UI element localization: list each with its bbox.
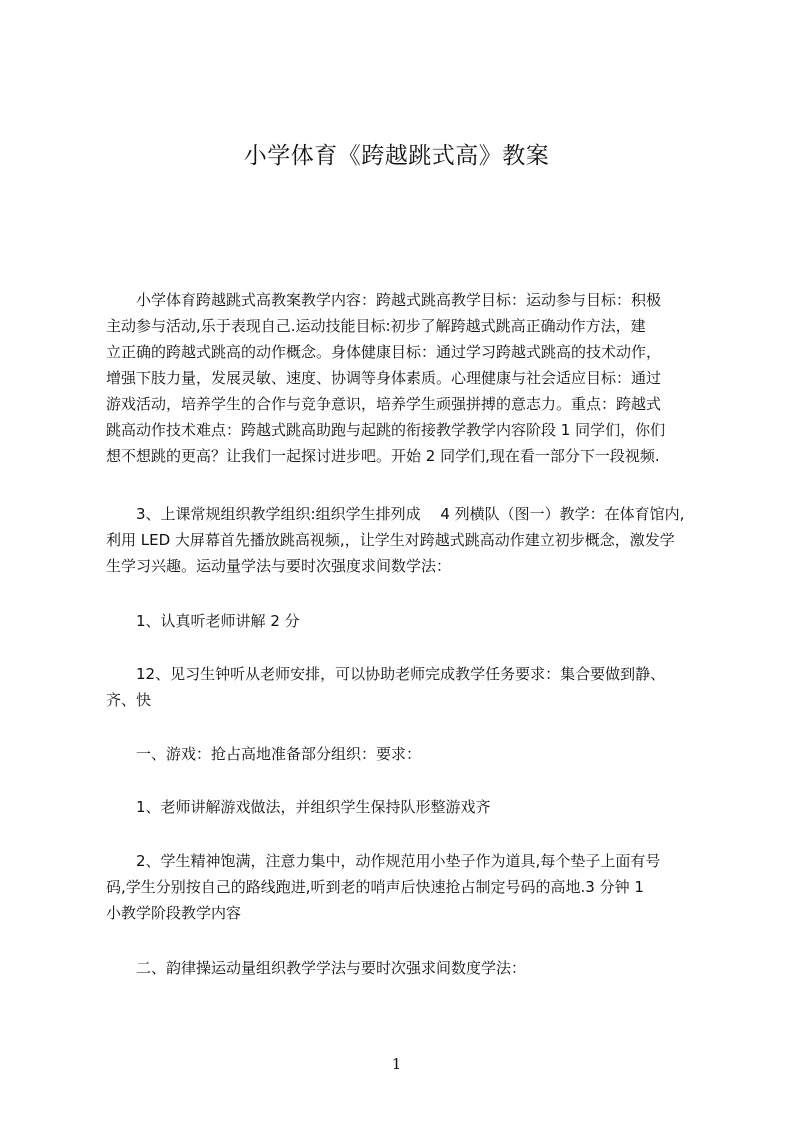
text-line: 齐、快: [106, 691, 152, 709]
text-line: 2、学生精神饱满，注意力集中，动作规范用小垫子作为道具,每个垫子上面有号: [106, 852, 661, 870]
text-line: 立正确的跨越式跳高的动作概念。身体健康目标：通过学习跨越式跳高的技术动作，: [106, 343, 662, 361]
text-line: 生学习兴趣。运动量学法与要时次强度求间数学法：: [106, 557, 452, 575]
page-title: 小学体育《跨越跳式高》教案: [243, 143, 550, 169]
text-line: 二、韵律操运动量组织教学学法与要时次强求间数度学法：: [106, 959, 527, 977]
page-number: 1: [391, 1055, 402, 1073]
text-line: 小学体育跨越跳式高教案教学内容：跨越式跳高教学目标：运动参与目标：积极: [106, 291, 662, 309]
text-line: 1、老师讲解游戏做法，并组织学生保持队形整游戏齐: [106, 798, 491, 816]
text-line: 3、上课常规组织教学组织:组织学生排列成 4 列横队（图一）教学：在体育馆内,: [106, 505, 685, 523]
paragraph-game-heading: [106, 741, 702, 767]
paragraph-rhythm-exercise: [106, 955, 702, 981]
text-line: 想不想跳的更高？让我们一起探讨进步吧。开始 2 同学们,现在看一部分下一段视频.: [106, 447, 660, 465]
paragraph-listen-teacher: [106, 608, 702, 634]
text-line: 一、游戏：抢占高地准备部分组织：要求：: [106, 745, 422, 763]
text-line: 游戏活动，培养学生的合作与竞争意识，培养学生顽强拼搏的意志力。重点：跨越式: [106, 395, 662, 413]
text-line: 主动参与活动,乐于表现自己.运动技能目标:初步了解跨越式跳高正确动作方法，建: [106, 317, 646, 335]
text-line: 增强下肢力量，发展灵敏、速度、协调等身体素质。心理健康与社会适应目标：通过: [106, 369, 662, 387]
text-line: 1、认真听老师讲解 2 分: [106, 612, 300, 630]
text-line: 跳高动作技术难点：跨越式跳高助跑与起跳的衔接教学教学内容阶段 1 同学们，你们: [106, 421, 666, 439]
paragraph-content-objectives: [106, 287, 702, 469]
paragraph-class-routine: [106, 501, 702, 579]
paragraph-game-rules: [106, 848, 702, 926]
text-line: 12、见习生钟听从老师安排，可以协助老师完成教学任务要求：集合要做到静、: [106, 665, 666, 683]
text-line: 利用 LED 大屏幕首先播放跳高视频,，让学生对跨越式跳高动作建立初步概念，激发学: [106, 531, 675, 549]
text-line: 小教学阶段教学内容: [106, 904, 242, 922]
paragraph-game-explain: [106, 794, 702, 820]
paragraph-observer-students: [106, 661, 702, 713]
text-line: 码,学生分别按自己的路线跑进,听到老的哨声后快速抢占制定号码的高地.3 分钟 1: [106, 878, 644, 896]
